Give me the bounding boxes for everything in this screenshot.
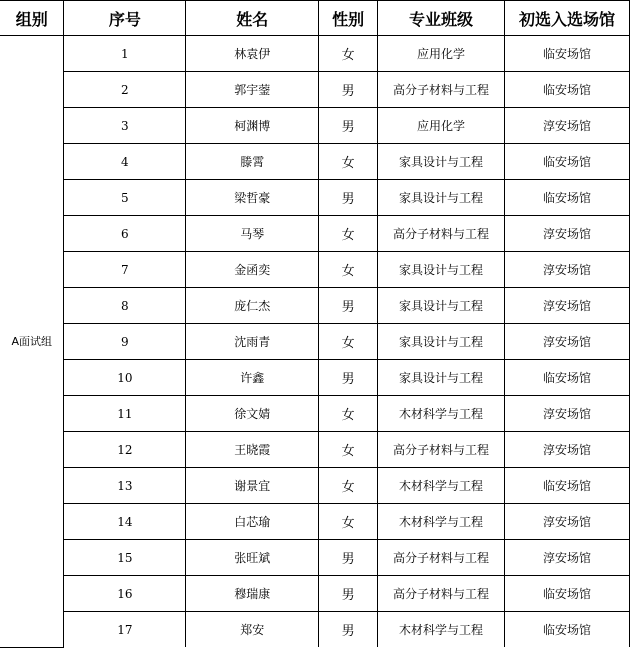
name-cell: 沈雨青	[186, 324, 319, 360]
gender-cell: 女	[319, 468, 378, 504]
major-cell: 家具设计与工程	[378, 288, 505, 324]
table-row	[0, 612, 630, 648]
serial-cell: 15	[64, 540, 186, 576]
major-cell: 木材科学与工程	[378, 612, 505, 648]
gender-cell: 女	[319, 396, 378, 432]
table-row	[0, 540, 630, 576]
major-cell: 家具设计与工程	[378, 180, 505, 216]
gender-cell: 女	[319, 144, 378, 180]
major-cell: 家具设计与工程	[378, 252, 505, 288]
venue-cell: 淳安场馆	[505, 288, 630, 324]
name-cell: 滕霄	[186, 144, 319, 180]
name-cell: 穆瑞康	[186, 576, 319, 612]
venue-cell: 临安场馆	[505, 360, 630, 396]
gender-cell: 男	[319, 576, 378, 612]
table-row	[0, 36, 630, 72]
table-row	[0, 576, 630, 612]
major-cell: 应用化学	[378, 36, 505, 72]
table-row	[0, 72, 630, 108]
serial-cell: 2	[64, 72, 186, 108]
gender-cell: 女	[319, 36, 378, 72]
serial-cell: 16	[64, 576, 186, 612]
table-row	[0, 396, 630, 432]
major-cell: 木材科学与工程	[378, 504, 505, 540]
table-row	[0, 324, 630, 360]
table-row	[0, 108, 630, 144]
major-cell: 家具设计与工程	[378, 360, 505, 396]
major-cell: 木材科学与工程	[378, 396, 505, 432]
header-group: 组别	[0, 1, 64, 36]
table-row	[0, 468, 630, 504]
name-cell: 郑安	[186, 612, 319, 648]
header-major: 专业班级	[378, 1, 505, 36]
serial-cell: 11	[64, 396, 186, 432]
name-cell: 郭宇蓥	[186, 72, 319, 108]
name-cell: 梁哲豪	[186, 180, 319, 216]
name-cell: 马琴	[186, 216, 319, 252]
venue-cell: 淳安场馆	[505, 216, 630, 252]
gender-cell: 女	[319, 216, 378, 252]
venue-cell: 淳安场馆	[505, 396, 630, 432]
table-row	[0, 216, 630, 252]
serial-cell: 8	[64, 288, 186, 324]
name-cell: 张旺斌	[186, 540, 319, 576]
venue-cell: 淳安场馆	[505, 252, 630, 288]
venue-cell: 临安场馆	[505, 144, 630, 180]
name-cell: 许鑫	[186, 360, 319, 396]
venue-cell: 临安场馆	[505, 180, 630, 216]
major-cell: 家具设计与工程	[378, 144, 505, 180]
table-row	[0, 432, 630, 468]
major-cell: 木材科学与工程	[378, 468, 505, 504]
serial-cell: 3	[64, 108, 186, 144]
serial-cell: 9	[64, 324, 186, 360]
venue-cell: 临安场馆	[505, 468, 630, 504]
venue-cell: 淳安场馆	[505, 108, 630, 144]
table-row	[0, 252, 630, 288]
name-cell: 白芯瑜	[186, 504, 319, 540]
header-serial: 序号	[64, 1, 186, 36]
gender-cell: 男	[319, 72, 378, 108]
name-cell: 王晓霞	[186, 432, 319, 468]
serial-cell: 12	[64, 432, 186, 468]
major-cell: 高分子材料与工程	[378, 576, 505, 612]
venue-cell: 临安场馆	[505, 72, 630, 108]
name-cell: 庞仁杰	[186, 288, 319, 324]
table-row	[0, 288, 630, 324]
major-cell: 家具设计与工程	[378, 324, 505, 360]
serial-cell: 5	[64, 180, 186, 216]
venue-cell: 淳安场馆	[505, 432, 630, 468]
group-cell: A面试组	[0, 36, 64, 648]
gender-cell: 女	[319, 324, 378, 360]
header-venue: 初选入选场馆	[505, 1, 630, 36]
gender-cell: 男	[319, 108, 378, 144]
venue-cell: 临安场馆	[505, 576, 630, 612]
header-row	[0, 1, 630, 36]
gender-cell: 男	[319, 180, 378, 216]
major-cell: 高分子材料与工程	[378, 432, 505, 468]
gender-cell: 女	[319, 504, 378, 540]
gender-cell: 男	[319, 540, 378, 576]
name-cell: 金函奕	[186, 252, 319, 288]
serial-cell: 1	[64, 36, 186, 72]
table-row	[0, 180, 630, 216]
header-gender: 性别	[319, 1, 378, 36]
header-name: 姓名	[186, 1, 319, 36]
table-row	[0, 360, 630, 396]
gender-cell: 女	[319, 252, 378, 288]
name-cell: 柯渊博	[186, 108, 319, 144]
venue-cell: 淳安场馆	[505, 540, 630, 576]
gender-cell: 男	[319, 612, 378, 648]
gender-cell: 男	[319, 360, 378, 396]
name-cell: 谢景宜	[186, 468, 319, 504]
venue-cell: 淳安场馆	[505, 504, 630, 540]
venue-cell: 临安场馆	[505, 612, 630, 648]
major-cell: 高分子材料与工程	[378, 72, 505, 108]
major-cell: 高分子材料与工程	[378, 540, 505, 576]
name-cell: 徐文婧	[186, 396, 319, 432]
serial-cell: 13	[64, 468, 186, 504]
serial-cell: 10	[64, 360, 186, 396]
major-cell: 高分子材料与工程	[378, 216, 505, 252]
table-row	[0, 504, 630, 540]
gender-cell: 女	[319, 432, 378, 468]
serial-cell: 14	[64, 504, 186, 540]
table-body	[0, 36, 630, 648]
serial-cell: 6	[64, 216, 186, 252]
venue-cell: 淳安场馆	[505, 324, 630, 360]
table-row	[0, 144, 630, 180]
serial-cell: 17	[64, 612, 186, 648]
venue-cell: 临安场馆	[505, 36, 630, 72]
major-cell: 应用化学	[378, 108, 505, 144]
name-cell: 林袁伊	[186, 36, 319, 72]
serial-cell: 7	[64, 252, 186, 288]
gender-cell: 男	[319, 288, 378, 324]
serial-cell: 4	[64, 144, 186, 180]
